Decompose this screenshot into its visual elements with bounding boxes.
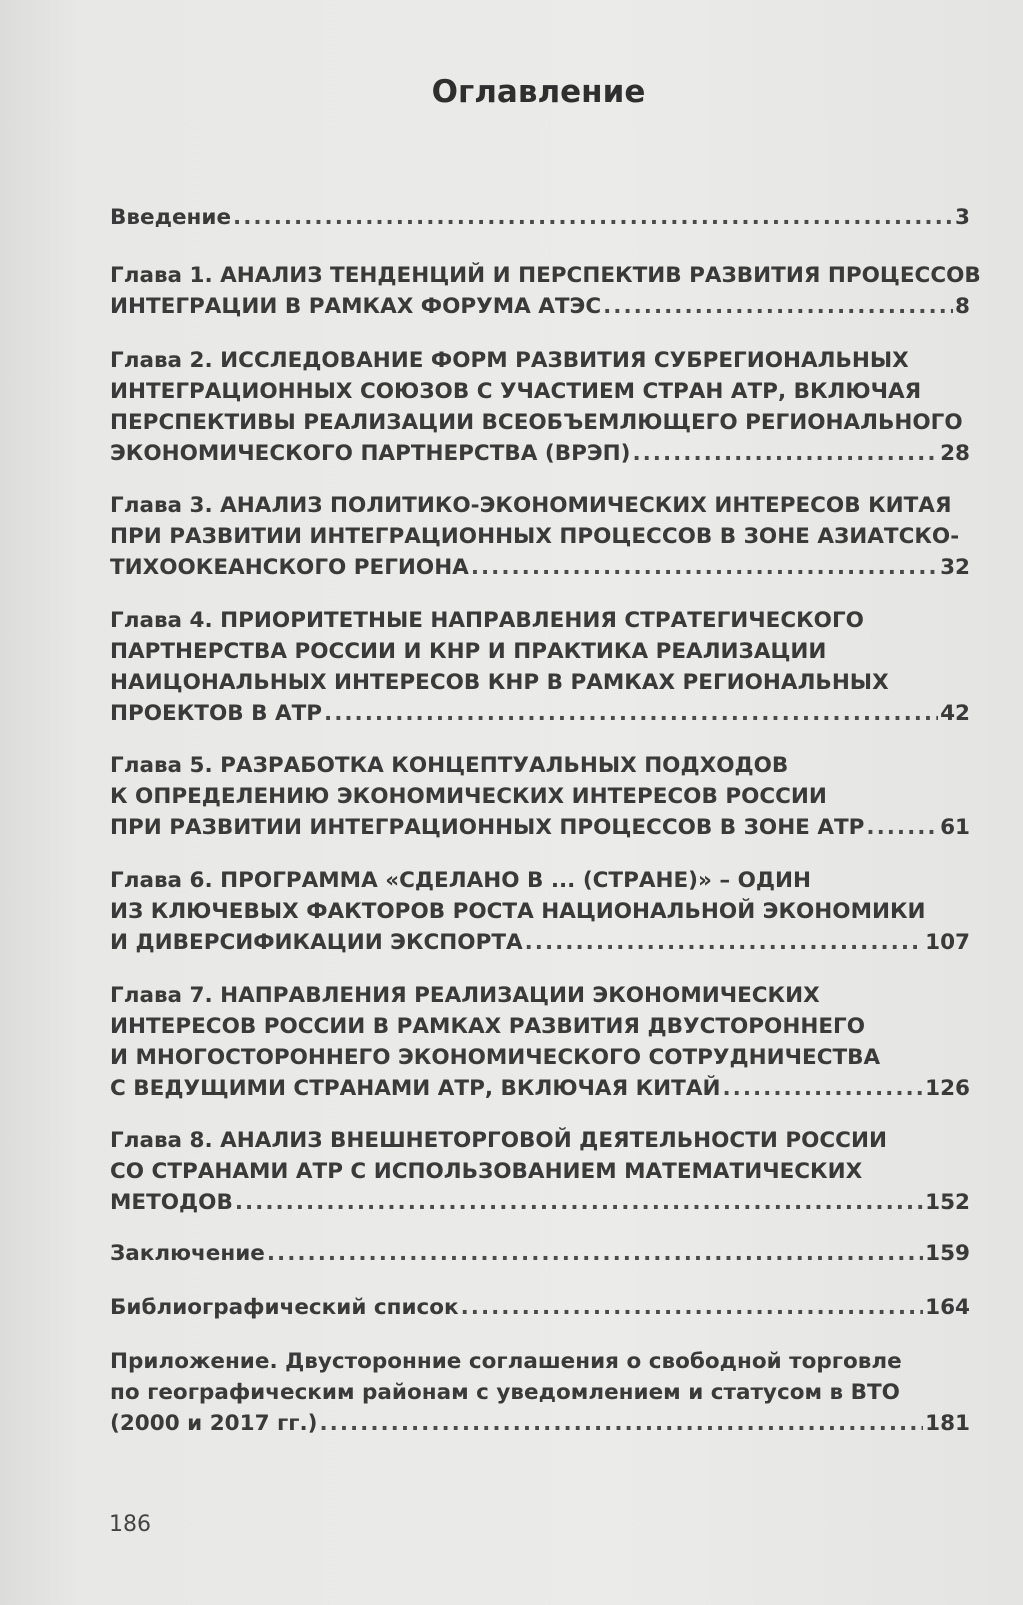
dot-leader: [722, 1073, 923, 1104]
page-title: Оглавление: [431, 74, 646, 110]
toc-entry-text: Введение: [110, 205, 232, 230]
toc-entry-final-line: [110, 1187, 970, 1218]
toc-entry-text: ЭКОНОМИЧЕСКОГО ПАРТНЕРСТВА (ВРЭП): [110, 441, 631, 466]
toc-page-number: 126: [925, 1076, 970, 1101]
dot-leader: [319, 1408, 923, 1439]
toc-entry-text: ИНТЕГРАЦИИ В РАМКАХ ФОРУМА АТЭС: [110, 294, 602, 319]
toc-entry-final-line: [110, 927, 970, 958]
toc-entry-final-line: [110, 438, 970, 469]
dot-leader: [471, 552, 938, 583]
toc-page-number: 28: [940, 441, 970, 466]
toc-page-number: 3: [955, 205, 970, 230]
toc-entry[interactable]: [110, 1238, 970, 1269]
dot-leader: [866, 812, 938, 843]
toc-entry-line: ИНТЕРЕСОВ РОССИИ В РАМКАХ РАЗВИТИЯ ДВУСТОРОННЕГО: [110, 1014, 865, 1039]
toc-entry-line: ИЗ КЛЮЧЕВЫХ ФАКТОРОВ РОСТА НАЦИОНАЛЬНОЙ ЭКОНОМИКИ: [110, 899, 926, 924]
toc-entry-final-line: [110, 1238, 970, 1269]
toc-entry[interactable]: [110, 1346, 970, 1439]
toc-entry[interactable]: [110, 345, 970, 469]
toc-entry-line: И МНОГОСТОРОННЕГО ЭКОНОМИЧЕСКОГО СОТРУДНИЧЕСТВА: [110, 1045, 881, 1070]
toc-entry[interactable]: [110, 865, 970, 958]
toc-entry-line: ПЕРСПЕКТИВЫ РЕАЛИЗАЦИИ ВСЕОБЪЕМЛЮЩЕГО РЕГИОНАЛЬНОГО: [110, 410, 963, 435]
dot-leader: [267, 1238, 923, 1269]
toc-entry-line: Глава 3. АНАЛИЗ ПОЛИТИКО-ЭКОНОМИЧЕСКИХ ИНТЕРЕСОВ КИТАЯ: [110, 493, 952, 518]
dot-leader: [603, 291, 953, 322]
dot-leader: [525, 927, 923, 958]
toc-entry[interactable]: [110, 260, 981, 322]
toc-page-number: 8: [955, 294, 970, 319]
dot-leader: [235, 1187, 923, 1218]
toc-entry-final-line: [110, 1408, 970, 1439]
toc-entry[interactable]: [110, 750, 970, 843]
toc-page-number: 159: [925, 1241, 970, 1266]
toc-entry-line: НАИЦОНАЛЬНЫХ ИНТЕРЕСОВ КНР В РАМКАХ РЕГИОНАЛЬНЫХ: [110, 670, 889, 695]
toc-entry-text: ТИХООКЕАНСКОГО РЕГИОНА: [110, 555, 469, 580]
toc-entry-text: ПРОЕКТОВ В АТР: [110, 701, 323, 726]
dot-leader: [632, 438, 938, 469]
toc-page-number: 152: [925, 1190, 970, 1215]
toc-entry-line: СО СТРАНАМИ АТР С ИСПОЛЬЗОВАНИЕМ МАТЕМАТИЧЕСКИХ: [110, 1159, 863, 1184]
toc-entry-text: И ДИВЕРСИФИКАЦИИ ЭКСПОРТА: [110, 930, 523, 955]
toc-entry[interactable]: [110, 490, 970, 583]
toc-entry-final-line: [110, 291, 970, 322]
dot-leader: [324, 698, 938, 729]
toc-entry[interactable]: [110, 1292, 970, 1323]
dot-leader: [233, 202, 953, 233]
toc-entry-final-line: [110, 202, 970, 233]
toc-entry-final-line: [110, 552, 970, 583]
toc-entry-line: Глава 5. РАЗРАБОТКА КОНЦЕПТУАЛЬНЫХ ПОДХОДОВ: [110, 753, 789, 778]
toc-page-number: 32: [940, 555, 970, 580]
toc-entry-line: Глава 7. НАПРАВЛЕНИЯ РЕАЛИЗАЦИИ ЭКОНОМИЧЕСКИХ: [110, 983, 820, 1008]
toc-entry-line: Глава 4. ПРИОРИТЕТНЫЕ НАПРАВЛЕНИЯ СТРАТЕГИЧЕСКОГО: [110, 608, 864, 633]
toc-entry-final-line: [110, 812, 970, 843]
toc-entry-final-line: [110, 1073, 970, 1104]
toc-entry-text: Библиографический список: [110, 1295, 459, 1320]
toc-entry-line: ПАРТНЕРСТВА РОССИИ И КНР И ПРАКТИКА РЕАЛИЗАЦИИ: [110, 639, 827, 664]
toc-entry-text: (2000 и 2017 гг.): [110, 1411, 318, 1436]
toc-page-number: 107: [925, 930, 970, 955]
toc-entry-line: Приложение. Двусторонние соглашения о свободной торговле: [110, 1349, 902, 1374]
toc-page-number: 164: [925, 1295, 970, 1320]
toc-entry[interactable]: [110, 980, 970, 1104]
toc-entry[interactable]: [110, 605, 970, 729]
toc-entry-line: Глава 6. ПРОГРАММА «СДЕЛАНО В ... (СТРАНЕ)» – ОДИН: [110, 868, 812, 893]
dot-leader: [461, 1292, 923, 1323]
toc-entry-text: ПРИ РАЗВИТИИ ИНТЕГРАЦИОННЫХ ПРОЦЕССОВ В ЗОНЕ АТР: [110, 815, 865, 840]
page-number: 186: [109, 1512, 151, 1537]
toc-entry-final-line: [110, 698, 970, 729]
toc-entry-text: Заключение: [110, 1241, 265, 1266]
toc-page-number: 42: [940, 701, 970, 726]
toc-entry[interactable]: [110, 1125, 970, 1218]
toc-entry-text: МЕТОДОВ: [110, 1190, 233, 1215]
toc-entry-text: С ВЕДУЩИМИ СТРАНАМИ АТР, ВКЛЮЧАЯ КИТАЙ: [110, 1076, 721, 1101]
toc-entry-line: ИНТЕГРАЦИОННЫХ СОЮЗОВ С УЧАСТИЕМ СТРАН АТР, ВКЛЮЧАЯ: [110, 379, 922, 404]
toc-entry-line: Глава 2. ИССЛЕДОВАНИЕ ФОРМ РАЗВИТИЯ СУБРЕГИОНАЛЬНЫХ: [110, 348, 909, 373]
toc-entry-line: Глава 8. АНАЛИЗ ВНЕШНЕТОРГОВОЙ ДЕЯТЕЛЬНОСТИ РОССИИ: [110, 1128, 887, 1153]
toc-page-number: 181: [925, 1411, 970, 1436]
toc-entry-line: К ОПРЕДЕЛЕНИЮ ЭКОНОМИЧЕСКИХ ИНТЕРЕСОВ РОССИИ: [110, 784, 827, 809]
toc-entry-line: по географическим районам с уведомлением и статусом в ВТО: [110, 1380, 900, 1405]
toc-entry-final-line: [110, 1292, 970, 1323]
toc-entry[interactable]: [110, 202, 970, 233]
toc-entry-line: ПРИ РАЗВИТИИ ИНТЕГРАЦИОННЫХ ПРОЦЕССОВ В ЗОНЕ АЗИАТСКО-: [110, 524, 960, 549]
toc-page-number: 61: [940, 815, 970, 840]
toc-entry-line: Глава 1. АНАЛИЗ ТЕНДЕНЦИЙ И ПЕРСПЕКТИВ РАЗВИТИЯ ПРОЦЕССОВ: [110, 263, 981, 288]
